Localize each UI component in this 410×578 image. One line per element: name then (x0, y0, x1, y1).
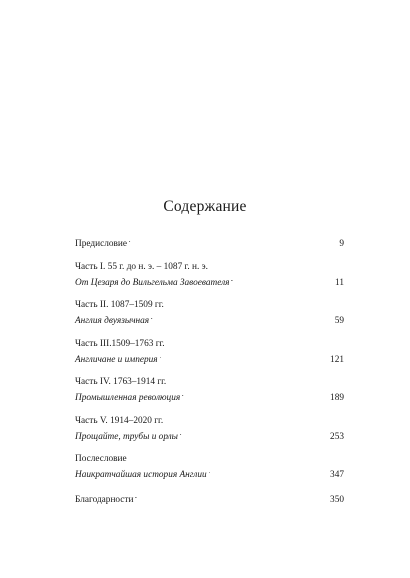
toc-entry-preface (75, 236, 344, 248)
dot-leader (129, 236, 338, 246)
dot-leader (231, 275, 334, 285)
toc-page-number: 347 (330, 470, 344, 480)
toc-row[interactable] (75, 275, 344, 287)
toc-row[interactable] (75, 236, 344, 248)
toc-page-number: 11 (335, 277, 344, 288)
toc-entry-part-3 (75, 338, 344, 364)
toc-row[interactable] (75, 453, 344, 465)
toc-title: Содержание (163, 198, 247, 215)
toc-entry-part-2 (75, 299, 344, 325)
toc-row[interactable] (75, 313, 344, 325)
toc-part-heading: Послесловие (75, 454, 127, 464)
dot-leader (160, 352, 329, 362)
toc-entry-afterword (75, 453, 344, 479)
toc-row-label: Благодарности (75, 494, 134, 505)
toc-row[interactable] (75, 299, 344, 311)
toc-row-label: Англичане и империя (75, 354, 158, 365)
toc-row[interactable] (75, 492, 344, 504)
dot-leader (180, 429, 329, 439)
toc-row-label: Предисловие (75, 239, 127, 249)
dot-leader (182, 390, 329, 400)
toc-row-label: Англия двуязычная (75, 316, 150, 326)
toc-row[interactable] (75, 415, 344, 427)
toc-row[interactable] (75, 338, 344, 350)
toc-page-number: 121 (330, 354, 344, 365)
toc-part-heading: Часть V. 1914–2020 гг. (75, 415, 164, 426)
toc-part-heading: Часть IV. 1763–1914 гг. (75, 377, 167, 387)
toc-row[interactable] (75, 376, 344, 388)
toc-part-heading: Часть III.1509–1763 гг. (75, 338, 165, 349)
toc-row[interactable] (75, 352, 344, 364)
toc-page-number: 253 (330, 431, 344, 442)
toc-page-number: 9 (339, 239, 344, 249)
toc-page-number: 59 (334, 316, 344, 326)
toc-part-heading: Часть II. 1087–1509 гг. (75, 300, 164, 310)
toc-row[interactable] (75, 390, 344, 402)
toc-part-heading: Часть I. 55 г. до н. э. – 1087 г. н. э. (75, 261, 208, 272)
toc-row[interactable] (75, 467, 344, 479)
toc-entry-acknowledgements (75, 492, 344, 504)
dot-leader (151, 313, 334, 323)
toc-entry-part-4 (75, 376, 344, 402)
toc-entry-part-5 (75, 415, 344, 441)
toc-row[interactable] (75, 429, 344, 441)
toc-page-number: 350 (330, 494, 344, 505)
dot-leader (135, 492, 329, 502)
toc-row-label: От Цезаря до Вильгельма Завоевателя (75, 277, 230, 288)
toc-entry-part-1 (75, 261, 344, 287)
toc-row[interactable] (75, 261, 344, 273)
toc-page-number: 189 (330, 393, 344, 403)
toc-row-label: Промышленная революция (75, 393, 181, 403)
toc-row-label: Прощайте, трубы и орлы (75, 431, 178, 442)
table-of-contents (75, 236, 344, 504)
toc-row-label: Наикратчайшая история Англии (75, 470, 207, 480)
dot-leader (209, 467, 329, 477)
